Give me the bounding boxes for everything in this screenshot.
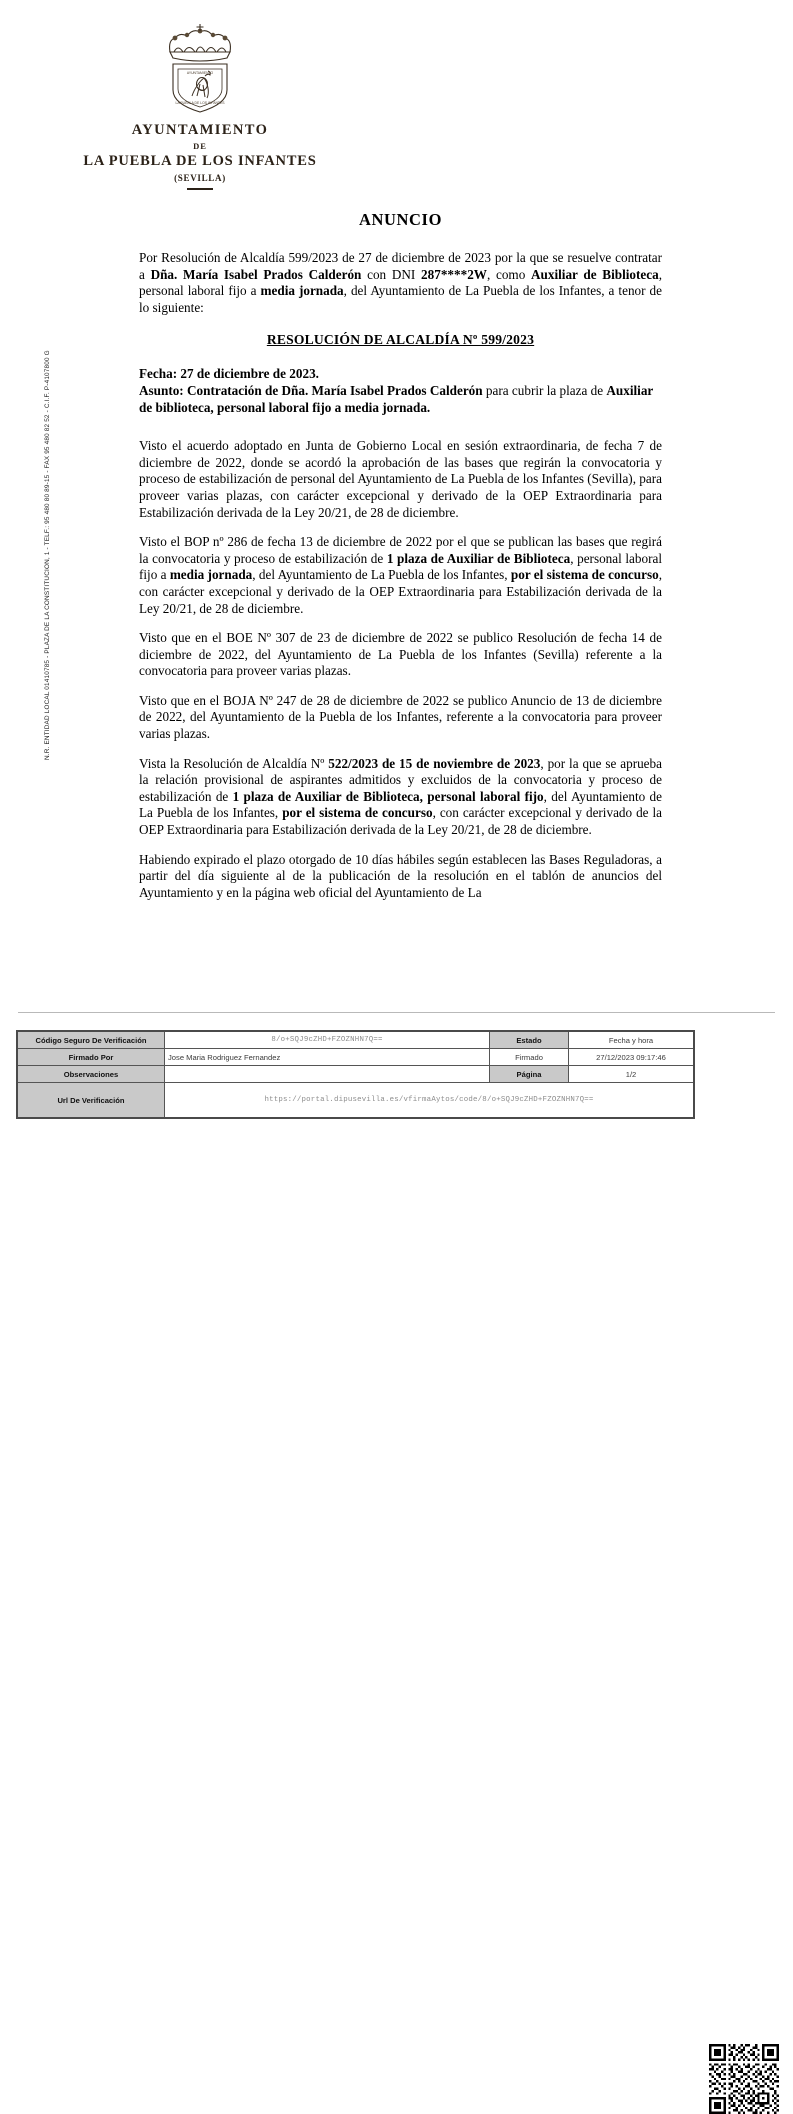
fecha-label: Fecha: [139, 366, 178, 382]
firmado-por-value: Jose Maria Rodriguez Fernandez [165, 1049, 490, 1066]
fecha-hora-label: Fecha y hora [569, 1031, 695, 1049]
intro-jornada: media jornada [260, 283, 344, 299]
estado-label: Estado [490, 1031, 569, 1049]
svg-text:LA PUEBLA DE LOS INFANTES: LA PUEBLA DE LOS INFANTES [175, 101, 225, 105]
res522-text-c: , por la que se aprueba la relación provisional de aspirantes admitidos y excluidos de la convocatoria y proceso de estabilización de [139, 755, 662, 804]
org-name-line-2: DE [193, 141, 207, 151]
asunto-label: Asunto: [139, 382, 184, 398]
fecha-value: 27 de diciembre de 2023. [180, 366, 319, 382]
resolution-fecha-line [139, 366, 662, 383]
bop-jornada: media jornada [169, 567, 253, 583]
paragraph-junta-gobierno: Visto el acuerdo adoptado en Junta de Gobierno Local en sesión extraordinaria, de fecha 7 de diciembre de 2022, donde se acordó la aprobación de las bases que regirán la convocatoria y proceso de estabilización de personal del Ayuntamiento de La Puebla de los Infantes (Sevilla), para proveer varias plazas, con carácter excepcional y derivado de la OEP Extraordinaria para Estabilización derivada de la Ley 20/21, de 28 de diciembre. [139, 438, 662, 520]
table-row [17, 1066, 694, 1083]
asunto-plain: para cubrir la plaza de [482, 382, 607, 398]
csv-label: Código Seguro De Verificación [17, 1031, 165, 1049]
paragraph-resolucion-522 [139, 756, 662, 839]
paragraph-boja: Visto que en el BOJA Nº 247 de 28 de diciembre de 2022 se publico Anuncio de 13 de diciembre de 2022, del Ayuntamiento de la Puebla de los Infantes, referente a la convocatoria para proveer varias plazas. [139, 692, 662, 742]
svg-text:AYUNTAMIENTO: AYUNTAMIENTO [186, 71, 214, 75]
coat-of-arms-icon [156, 18, 244, 114]
resolution-asunto-line [139, 383, 662, 416]
intro-suffix: , del Ayuntamiento de La Puebla de los Infantes, a tenor de lo siguiente: [139, 283, 662, 315]
intro-role: Auxiliar de Biblioteca [531, 266, 659, 282]
table-row [17, 1049, 694, 1066]
res522-text-d: , del Ayuntamiento de La Puebla de los Infantes, [139, 788, 662, 821]
observaciones-value [165, 1066, 490, 1083]
intro-prefix: Por Resolución de Alcaldía 599/2023 de 27 de diciembre de 2023 por la que se resuelve contratar a [139, 250, 662, 282]
footer-divider [18, 1012, 775, 1013]
letterhead [0, 18, 400, 190]
observaciones-label: Observaciones [17, 1066, 165, 1083]
letterhead-divider [187, 188, 213, 190]
document-body [139, 210, 662, 914]
resolution-meta [139, 366, 662, 416]
intro-mid-2: , como [486, 266, 532, 282]
table-row [17, 1031, 694, 1049]
qr-code-icon[interactable] [709, 2044, 779, 2114]
org-province: (SEVILLA) [174, 173, 226, 183]
bop-text-e: , con carácter excepcional y derivado de la OEP Extraordinaria para Estabilización derivada de la Ley 20/21, de 28 de diciembre. [139, 567, 663, 616]
estado-value: Firmado [490, 1049, 569, 1066]
intro-mid-1: con DNI [361, 266, 422, 282]
verification-table [16, 1030, 695, 1119]
signature-footer [0, 1012, 793, 1122]
asunto-bold-2: Auxiliar de biblioteca, personal laboral fijo a media jornada. [139, 382, 654, 415]
intro-person-name: Dña. María Isabel Prados Calderón [150, 266, 362, 282]
org-name-line-3: LA PUEBLA DE LOS INFANTES [83, 153, 317, 169]
firmado-por-label: Firmado Por [17, 1049, 165, 1066]
page-title: ANUNCIO [358, 210, 443, 229]
paragraph-plazo: Habiendo expirado el plazo otorgado de 10 días hábiles según establecen las Bases Reguladoras, a partir del día siguiente al de la publicación de la resolución en el tablón de anuncios del Ayuntamiento y en la página web oficial del Ayuntamiento de La [139, 851, 662, 900]
res522-plaza: 1 plaza de Auxiliar de Biblioteca, personal laboral fijo [232, 788, 544, 804]
res522-sistema: por el sistema de concurso [282, 805, 433, 821]
org-name-line-1: AYUNTAMIENTO [131, 122, 269, 138]
bop-plaza: 1 plaza de Auxiliar de Biblioteca [386, 550, 571, 566]
url-verificacion-value[interactable]: https://portal.dipusevilla.es/vfirmaAytos/code/8/o+SQJ9cZHD+FZOZNHN7Q== [165, 1083, 695, 1119]
fecha-hora-value: 27/12/2023 09:17:46 [569, 1049, 695, 1066]
intro-mid-3: , personal laboral fijo a [139, 266, 662, 299]
resolution-heading: RESOLUCIÓN DE ALCALDÍA Nº 599/2023 [266, 332, 535, 348]
res522-text-a: Vista la Resolución de Alcaldía Nº [139, 755, 329, 771]
bop-text-a: Visto el BOP nº 286 de fecha 13 de diciembre de 2022 por el que se publican las bases que regirá la convocatoria y proceso de estabilización de [139, 534, 662, 566]
csv-value: 8/o+SQJ9cZHD+FZOZNHN7Q== [165, 1031, 490, 1049]
paragraph-boe: Visto que en el BOE Nº 307 de 23 de diciembre de 2022 se publico Resolución de fecha 14 de diciembre de 2022, del Ayuntamiento de La Puebla de los Infantes (Sevilla) referente a la convocatoria para proveer varias plazas. [139, 630, 662, 679]
paragraph-bop [139, 534, 662, 617]
intro-dni: 287****2W [421, 266, 487, 282]
url-verificacion-label: Url De Verificación [17, 1083, 165, 1119]
asunto-bold-1: Contratación de Dña. María Isabel Prados Calderón [187, 382, 483, 398]
bop-sistema: por el sistema de concurso [510, 567, 659, 583]
table-row [17, 1083, 694, 1119]
res522-text-e: , con carácter excepcional y derivado de la OEP Extraordinaria para Estabilización derivada de la Ley 20/21, de 28 de diciembre. [139, 805, 662, 838]
pagina-label: Página [490, 1066, 569, 1083]
res522-number: 522/2023 de 15 de noviembre de 2023 [328, 755, 541, 771]
pagina-value: 1/2 [569, 1066, 695, 1083]
bop-text-c: , personal laboral fijo a [139, 550, 662, 583]
bop-text-d: , del Ayuntamiento de La Puebla de los Infantes, [252, 567, 511, 583]
side-margin-entity-info: N.R. ENTIDAD LOCAL 01410785 - PLAZA DE LA CONSTITUCION, 1 - TELF.: 95 480 80 89-15 - FAX 95 480 82 52 - C.I.F. P-4107800 G [44, 350, 51, 760]
intro-paragraph [139, 250, 662, 316]
